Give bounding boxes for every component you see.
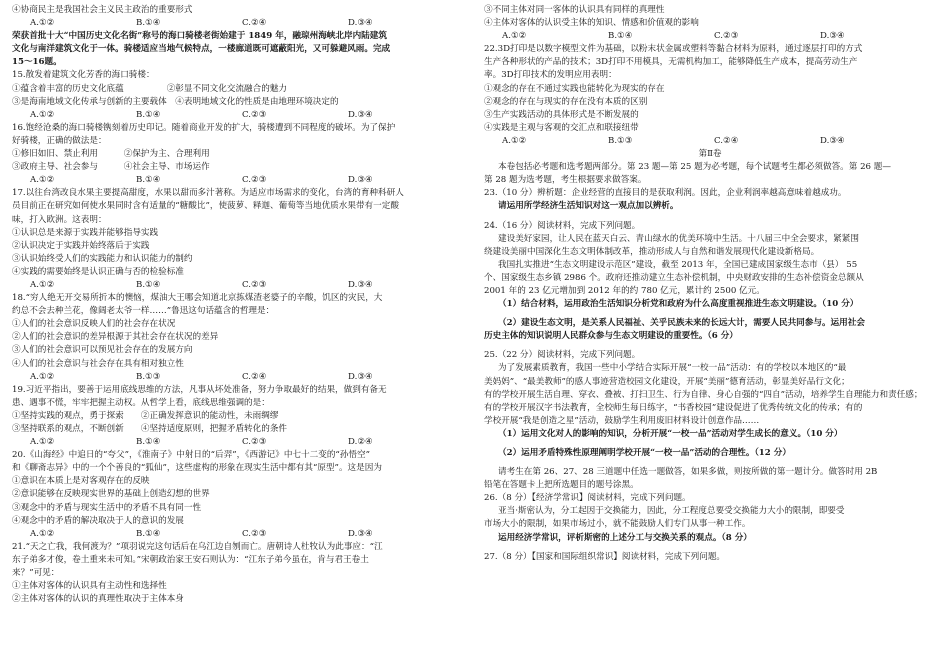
text-line: ④实践是主观与客观的交汇点和联接纽带 — [484, 122, 639, 133]
text-line: 24.（16 分）阅读材料，完成下列问题。 — [484, 220, 641, 231]
answer-option: C.②④ — [242, 18, 267, 29]
answer-option: C.②③ — [242, 175, 267, 186]
text-line: 好骑楼，正确的做法是： — [12, 135, 107, 146]
text-line: ③认识始终受人们的实践能力和认识能力的制约 — [12, 253, 193, 264]
text-line: 有的学校开展生活自理、穿衣、叠被、打扫卫生、行为自律、身心自强的“四自”活动，培养学生自理能力和责任感； — [484, 389, 923, 400]
answer-option: A.①② — [30, 18, 55, 29]
text-line: 本卷包括必考题和选考题两部分。第 23 题—第 25 题为必考题，每个试题考生都必须做答。第 26 题— — [498, 162, 891, 173]
text-line: 历史主体的知识说明人民群众参与生态文明建设的重要性。（6 分） — [484, 331, 738, 342]
text-line: 荣获首批十大“中国历史文化名街”称号的海口骑楼老街始建于 1849 年，融琼州海峡北岸内陆建筑 — [12, 31, 387, 42]
text-line: 学校开展“我是创造之星”活动，鼓励学生利用废旧材料设计创意作品…… — [484, 415, 760, 426]
text-line: 21.“天之亡我，我何渡为？”项羽说完这句话后在乌江边自刎而亡。唐朝诗人杜牧认为此事应：“江 — [12, 541, 383, 552]
answer-option: C.②③ — [242, 528, 267, 539]
text-line: 运用经济学常识，评析斯密的上述分工与交换关系的观点。（8 分） — [498, 532, 752, 543]
text-line: ②人们的社会意识的差异根源于其社会存在状况的差异 — [12, 332, 219, 343]
answer-option: D.③④ — [820, 135, 845, 146]
text-line: 15.散发着建筑文化芳香的海口骑楼： — [12, 70, 155, 81]
text-line: 建设美好家园，让人民在蓝天白云、青山绿水的优美环境中生活。十八届三中全会要求，紧紧围 — [498, 233, 859, 244]
text-line: 第 28 题为选考题，考生根据要求做答案。 — [484, 175, 647, 186]
text-line: ③观念中的矛盾与现实生活中的矛盾不具有同一性 — [12, 502, 202, 513]
text-line: （1）结合材料，运用政治生活知识分析党和政府为什么高度重视推进生态文明建设。（10 分） — [498, 299, 859, 310]
text-line: 25.（22 分）阅读材料，完成下列问题。 — [484, 350, 641, 361]
text-line: ③坚持联系的观点，不断创新 ④坚持适度原则，把握矛盾转化的条件 — [12, 424, 288, 434]
answer-option: D.②④ — [348, 437, 373, 448]
text-line: 来？”可见： — [12, 568, 60, 579]
text-line: 15～16题。 — [12, 57, 62, 68]
answer-option: B.①④ — [136, 279, 161, 290]
answer-options — [12, 371, 452, 384]
answer-option: B.①④ — [136, 528, 161, 539]
text-line: ①观念的存在不通过实践也能转化为现实的存在 — [484, 83, 665, 94]
text-line: 22.3D打印是以数字模型文件为基础，以粉末状金属或塑料等黏合材料为原料，通过逐层打印的方式 — [484, 44, 863, 55]
text-line: ①意识在本质上是对客观存在的反映 — [12, 476, 150, 487]
answer-options — [12, 109, 452, 122]
answer-option: A.①② — [30, 528, 55, 539]
answer-option: A.①② — [30, 175, 55, 186]
answer-option: A.①② — [502, 31, 527, 42]
text-line: ①人们的社会意识反映人们的社会存在状况 — [12, 319, 176, 330]
answer-option: D.③④ — [348, 175, 373, 186]
text-line: 生产各种形状的产品的技术；3D打印不用模具，无需机构加工，能够降低生产成本，提高劳动生产 — [484, 57, 858, 68]
text-line: 和《聊斋志异》中的一个个善良的“狐仙”，这些虚构的形象在现实生活中都有其“原型”。这是因为 — [12, 463, 382, 474]
text-line: 率。3D打印技术的发明应用表明： — [484, 70, 617, 81]
text-line: 18.“穷人绝无开交易所折本的懊恼，煤油大王哪会知道北京拣煤渣老婆子的辛酸，饥区的灾民，大 — [12, 293, 383, 304]
text-line: ③政府主导、社会参与 ④社会主导、市场运作 — [12, 162, 210, 173]
answer-option: C.②③ — [242, 437, 267, 448]
answer-option: A.①② — [30, 279, 55, 290]
text-line: ②主体对客体的认识的真理性取决于主体本身 — [12, 594, 184, 605]
text-line: 27.（8 分）【国家和国际组织常识】阅读材料，完成下列问题。 — [484, 551, 726, 562]
answer-option: B.①④ — [608, 31, 633, 42]
answer-option: D.③④ — [348, 109, 373, 120]
answer-option: B.①④ — [136, 109, 161, 120]
answer-option: D.③④ — [348, 371, 373, 382]
answer-option: A.①② — [502, 135, 527, 146]
answer-option: B.①④ — [136, 18, 161, 29]
text-line: 东子弟多才俊，卷土重来未可知。”宋朝政治家王安石则认为：“江东子弟今虽在，肯与君王卷土 — [12, 554, 369, 565]
text-line: ②认识决定于实践并始终落后于实践 — [12, 240, 150, 251]
text-line: 铅笔在答题卡上把所选题目的题号涂黑。 — [484, 480, 639, 491]
answer-option: B.①④ — [136, 437, 161, 448]
text-line: 约总不会去种兰花，像阔老太爷一样……”鲁迅这句话蕴含的哲理是： — [12, 306, 275, 317]
text-line: ①坚持实践的观点，勇于探索 ②正确发挥意识的能动性，未雨绸缪 — [12, 410, 279, 421]
text-line: ③生产实践活动的具体形式是不断发展的 — [484, 109, 639, 120]
text-line: ②观念的存在与现实的存在没有本质的区别 — [484, 96, 648, 107]
answer-options — [12, 17, 452, 30]
text-line: 19.习近平指出，要善于运用底线思维的方法，凡事从坏处准备，努力争取最好的结果，做到有备无 — [12, 384, 387, 395]
text-line: （2）建设生态文明，是关系人民福祉、关乎民族未来的长远大计，需要人民共同参与。运用社会 — [498, 318, 865, 329]
text-line: 为了发展素质教育，我国一些中小学结合实际开展“一校一品”活动：有的学校以本地区的“最 — [498, 363, 847, 374]
text-line: 市场大小的限制，如果市场过小，就不能鼓励人们专门从事一种工作。 — [484, 519, 751, 530]
text-line: ①修旧如旧、禁止利用 ②保护为主、合理利用 — [12, 149, 210, 160]
answer-option: D.③④ — [820, 31, 845, 42]
answer-options — [12, 174, 452, 187]
answer-options — [484, 30, 936, 43]
answer-option: B.①④ — [136, 175, 161, 186]
text-line: ④协商民主是我国社会主义民主政治的重要形式 — [12, 5, 193, 15]
text-line: ③不同主体对同一客体的认识具有同样的真理性 — [484, 5, 665, 15]
text-line: 个、国家级生态乡镇 2986 个。政府还推动建立生态补偿机制，中央财政安排的生态补偿资金总额从 — [484, 272, 864, 283]
text-line: 文化与南洋建筑文化于一体。骑楼适应当地气候特点，一楼廊道既可遮蔽阳光，又可躲避风雨。完成 — [12, 44, 391, 55]
text-line: 16.饱经沧桑的海口骑楼镌刻着历史印记。随着商业开发的扩大，骑楼遭到不同程度的破坏。为了保护 — [12, 122, 396, 133]
answer-option: A.①② — [30, 437, 55, 448]
text-line: 17.以往台湾改良水果主要提高甜度，水果以甜而多汁著称。为适应市场需求的变化，台湾的育种科研人 — [12, 188, 404, 199]
text-line: 亚当·斯密认为，分工起因于交换能力，因此，分工程度总要受交换能力大小的限制，即要受 — [498, 506, 845, 517]
answer-options — [12, 436, 452, 449]
text-line: 有的学校开展汉字书法教育，全校师生每日练字，“书香校园”建设促进了优秀传统文化的传承；有的 — [484, 402, 863, 413]
left-column — [12, 4, 452, 606]
text-line: 26.（8 分）【经济学常识】阅读材料，完成下列问题。 — [484, 493, 691, 504]
text-line: ③人们的社会意识可以预见社会存在的发展方向 — [12, 345, 193, 356]
answer-option: C.②④ — [242, 371, 267, 382]
text-line: ④实践的需要始终是认识正确与否的检验标准 — [12, 266, 184, 277]
text-line: 2001 年的 23 亿元增加到 2012 年的约 780 亿元，累计约 2500 亿元。 — [484, 285, 765, 296]
text-line: ③是海南地域文化传承与创新的主要载体 ④表明地域文化的性质是由地理环境决定的 — [12, 96, 339, 107]
answer-option: A.①② — [30, 109, 55, 120]
section-heading: 第Ⅱ卷 — [698, 149, 722, 160]
text-line: 绕建设美丽中国深化生态文明体制改革，推动形成人与自然和谐发展现代化建设新格局。 — [484, 246, 820, 257]
text-line: 员目前正在研究如何使水果同时含有适量的“糖酸比”，使菠萝、释迦、葡萄等当地优质水果带有一定酸 — [12, 201, 399, 212]
text-line: 患、遇事不慌，牢牢把握主动权。从哲学上看，底线思维强调的是： — [12, 397, 270, 408]
text-line: ①认识总是来源于实践并能够指导实践 — [12, 227, 159, 238]
answer-options — [484, 135, 936, 148]
text-line: 我国扎实推进“生态文明建设示范区”建设，截至 2013 年，全国已建成国家级生态市（县） 55 — [498, 259, 858, 270]
text-line: 请运用所学经济生活知识对这一观点加以辨析。 — [498, 201, 679, 212]
text-line: 味，打入欧洲。这表明： — [12, 214, 107, 225]
answer-option: D.③④ — [348, 18, 373, 29]
answer-option: D.③④ — [348, 279, 373, 290]
text-line: ④人们的社会意识与社会存在具有相对独立性 — [12, 358, 184, 369]
answer-option: C.②③ — [242, 279, 267, 290]
text-line: （1）运用文化对人的影响的知识，分析开展“一校一品”活动对学生成长的意义。（10 分） — [498, 428, 843, 439]
answer-option: C.②③ — [242, 109, 267, 120]
text-line: （2）运用矛盾特殊性原理阐明学校开展“一校一品”活动的合理性。（12 分） — [498, 448, 791, 458]
text-line: ④观念中的矛盾的解决取决于人的意识的发展 — [12, 515, 184, 526]
answer-options — [12, 279, 452, 292]
text-line: 20.《山海经》中追日的“夸父”，《淮南子》中射日的“后羿”，《西游记》中七十二变的“孙悟空” — [12, 450, 370, 461]
text-line: 请考生在第 26、27、28 三道题中任选一题做答，如果多做，则按所做的第一题计分。做答时用 2B — [498, 467, 878, 478]
answer-option: A.①② — [30, 371, 55, 382]
answer-option: D.③④ — [348, 528, 373, 539]
text-line: 23.（10 分）辨析题：企业经营的直接目的是获取利润。因此，企业利润率越高意味着越成功。 — [484, 188, 847, 199]
text-line: 美妈妈”、“最美教师”的感人事迹营造校园文化建设，开展“美丽”德育活动，彰显美好品行文化； — [484, 376, 850, 387]
text-line: ①蕴含着丰富的历史文化底蕴 ②彰显不同文化交流融合的魅力 — [12, 83, 288, 94]
answer-option: C.②④ — [714, 135, 739, 146]
text-line: ②意识能够在反映现实世界的基础上创造幻想的世界 — [12, 489, 210, 500]
right-column — [484, 4, 936, 564]
answer-option: B.①③ — [608, 135, 633, 146]
answer-option: C.②③ — [714, 31, 739, 42]
answer-option: B.①③ — [136, 371, 161, 382]
text-line: ①主体对客体的认识具有主动性和选择性 — [12, 581, 167, 592]
answer-options — [12, 528, 452, 541]
text-line: ④主体对客体的认识受主体的知识、情感和价值观的影响 — [484, 18, 699, 29]
